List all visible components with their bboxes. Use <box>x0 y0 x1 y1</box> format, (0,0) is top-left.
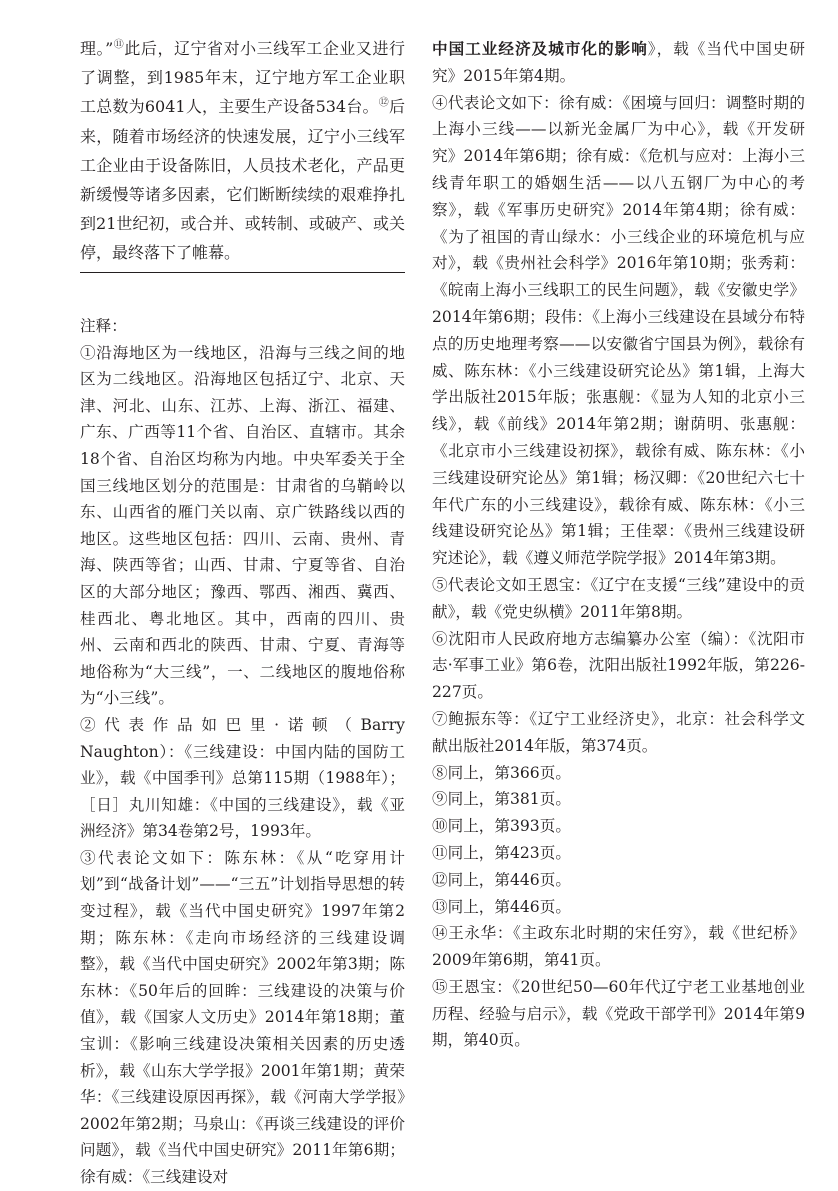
note-13: ⑬同上，第446页。 <box>432 897 571 916</box>
note-5: ⑤代表论文如王恩宝：《辽宁在支援“三线”建设中的贡献》，载《党史纵横》2011年第8期。 <box>432 575 805 621</box>
note-11: ⑪同上，第423页。 <box>432 843 571 862</box>
note-3: ③代表论文如下：陈东林：《从“吃穿用计划”到“战备计划”——“三五”计划指导思想的转变过程》，载《当代中国史研究》1997年第2期；陈东林：《走向市场经济的三线建设调整》，载《当代中国史研究》2002年第3期；陈东林：《50年后的回眸：三线建设的决策与价值》，载《国家人文历史》2014年第18期；董宝训：《影响三线建设决策相关因素的历史透析》，载《山东大学学报》2001年第1期；黄荣华：《三线建设原因再探》，载《河南大学学报》2002年第2期；马泉山：《再谈三线建设的评价问题》，载《当代中国史研究》2011年第6期；徐有威：《三线建设对 <box>80 848 405 1186</box>
footnote-ref-11[interactable]: ⑪ <box>113 39 125 51</box>
note-6: ⑥沈阳市人民政府地方志编纂办公室（编）：《沈阳市志·军事工业》第6卷，沈阳出版社1992年版，第226-227页。 <box>432 629 805 702</box>
notes-left-column <box>80 313 405 1191</box>
note-1: ①沿海地区为一线地区，沿海与三线之间的地区为二线地区。沿海地区包括辽宁、北京、天津、河北、山东、江苏、上海、浙江、福建、广东、广西等11个省、自治区、直辖市。其余18个省、自治区均称为内地。中央军委关于全国三线地区划分的范围是：甘肃省的乌鞘岭以东、山西省的雁门关以南、京广铁路线以西的地区。这些地区包括：四川、云南、贵州、青海、陕西等省；山西、甘肃、宁夏等省、自治区的大部分地区；豫西、鄂西、湘西、冀西、桂西北、粤北地区。其中，西南的四川、贵州、云南和西北的陕西、甘肃、宁夏、青海等地俗称为“大三线”，一、二线地区的腹地俗称为“小三线”。 <box>80 343 405 708</box>
note-15: ⑮王恩宝：《20世纪50—60年代辽宁老工业基地创业历程、经验与启示》，载《党政干部学刊》2014年第9期，第40页。 <box>432 977 805 1050</box>
note-8: ⑧同上，第366页。 <box>432 763 571 782</box>
note-9: ⑨同上，第381页。 <box>432 790 571 809</box>
notes-heading: 注释： <box>80 317 127 335</box>
note-7: ⑦鲍振东等：《辽宁工业经济史》，北京：社会科学文献出版社2014年版，第374页。 <box>432 709 805 755</box>
footnote-ref-12[interactable]: ⑫ <box>378 98 389 110</box>
notes-right-column <box>432 36 805 1054</box>
note-14: ⑭王永华：《主政东北时期的宋任穷》，载《世纪桥》2009年第6期，第41页。 <box>432 924 805 970</box>
note-2: ②代表作品如巴里·诺顿（Barry Naughton）：《三线建设：中国内陆的国防工业》，载《中国季刊》总第115期（1988年）；［日］丸川知雄：《中国的三线建设》，载《亚洲经济》第34卷第2号，1993年。 <box>80 715 405 841</box>
note-12: ⑫同上，第446页。 <box>432 870 571 889</box>
footnote-divider <box>80 272 405 273</box>
note-10: ⑩同上，第393页。 <box>432 817 571 836</box>
note-4: ④代表论文如下：徐有威：《困境与回归：调整时期的上海小三线——以新光金属厂为中心》，载《开发研究》2014年第6期；徐有威：《危机与应对：上海小三线青年职工的婚姻生活——以八五钢厂为中心的考察》，载《军事历史研究》2014年第4期；徐有威：《为了祖国的青山绿水：小三线企业的环境危机与应对》，载《贵州社会科学》2016年第10期；张秀莉：《皖南上海小三线职工的民生问题》，载《安徽史学》2014年第6期；段伟：《上海小三线建设在县域分布特点的历史地理考察——以安徽省宁国县为例》，载徐有威、陈东林：《小三线建设研究论丛》第1辑，上海大学出版社2015年版；张惠舰：《显为人知的北京小三线》，载《前线》2014年第2期；谢荫明、张惠舰：《北京市小三线建设初探》，载徐有威、陈东林：《小三线建设研究论丛》第1辑；杨汉卿：《20世纪六七十年代广东的小三线建设》，载徐有威、陈东林：《小三线建设研究论丛》第1辑；王佳翠：《贵州三线建设研究述论》，载《遵义师范学院学报》2014年第3期。 <box>432 93 805 568</box>
note-3-continued: 中国工业经济及城市化的影响》，载《当代中国史研究》2015年第4期。 <box>432 39 805 85</box>
body-paragraph <box>80 34 405 268</box>
body-text: 理。”⑪此后，辽宁省对小三线军工企业又进行了调整，到1985年末，辽宁地方军工企业职工总数为6041人，主要生产设备534台。⑫后来，随着市场经济的快速发展，辽宁小三线军工企业由于设备陈旧，人员技术老化，产品更新缓慢等诸多因素，它们断断续续的艰难挣扎到21世纪初，或合并、或转制、或破产、或关停，最终落下了帷幕。 <box>80 39 405 263</box>
